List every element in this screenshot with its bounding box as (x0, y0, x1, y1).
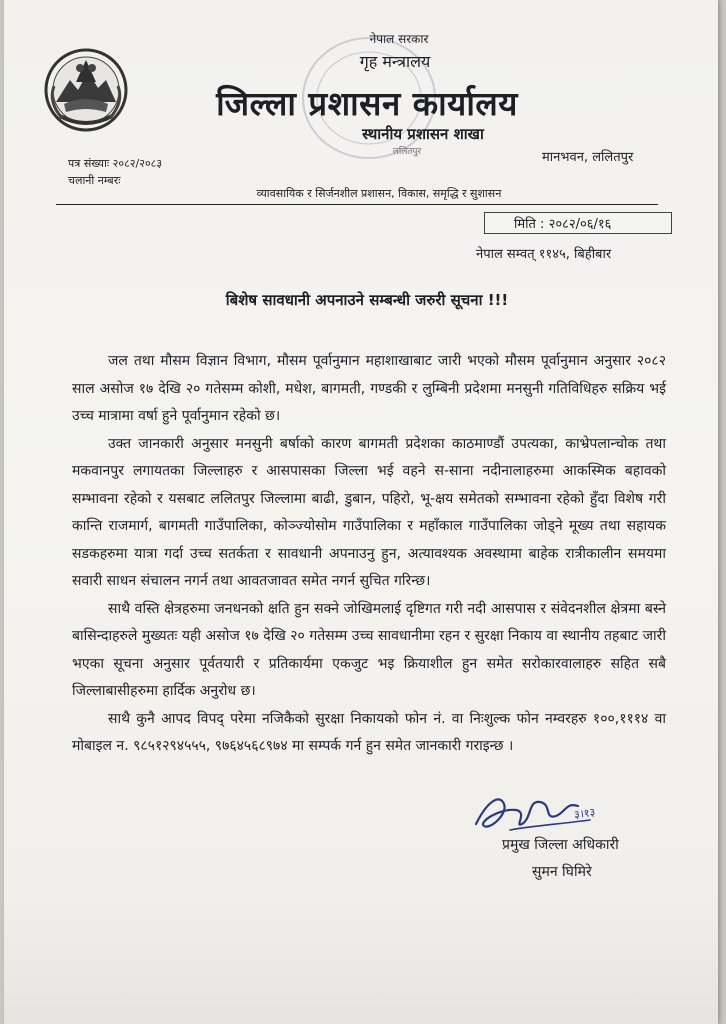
office-location: मानभवन, ललितपुर (542, 150, 634, 165)
office-motto: व्यावसायिक र सिर्जनशील प्रशासन, विकास, समृद्धि र सुशासन (256, 187, 502, 200)
signatory-designation: प्रमुख जिल्ला अधिकारी (502, 837, 619, 853)
header-divider (56, 204, 658, 205)
issue-date: मिति : २०८२/०६/१६ (514, 217, 612, 232)
nepal-samvat-date: नेपाल सम्वत् ११४५, बिहीबार (476, 247, 612, 262)
notice-title: बिशेष सावधानी अपनाउने सम्बन्धी जरुरी सूचना !!! (225, 291, 509, 309)
notice-body (72, 348, 666, 761)
reference-block (68, 155, 162, 189)
paragraph-emergency-contacts: साथै कुनै आपद विपद् परेमा नजिकैको सुरक्षा निकायको फोन नं. वा निःशुल्क फोन नम्वरहरु १००,१११४ वा मोबाइल न. ९८५१२९४५५५, ९७६४५६८९७४ मा सम्पर्क गर्न हुन समेत जानकारी गराइन्छ । (72, 710, 666, 754)
letter-page (4, 0, 718, 1024)
paper-shadow (4, 904, 718, 1024)
letter-number: पत्र संख्याः २०८२/२०८३ (68, 157, 163, 170)
signatory-name: सुमन घिमिरे (532, 864, 592, 880)
signature-date: ३।१३ (573, 805, 597, 822)
stamp-city: ललितपुर (392, 147, 422, 157)
branch-name: स्थानीय प्रशासन शाखा (362, 125, 484, 143)
office-title: जिल्ला प्रशासन कार्यालय (216, 84, 518, 123)
ministry-name: गृह मन्त्रालय (359, 52, 431, 71)
paragraph-travel-advisory: उक्त जानकारी अनुसार मनसुनी बर्षाको कारण बागमती प्रदेशका काठमाण्डौं उपत्यका, काभ्रेपलान्चोक तथा मकवानपुर लगायतका जिल्लाहरु र आसपासका जिल्ला भई वहने स-साना नदीनालाहरुमा आकस्मिक बहावको सम्भावना रहेको र यसबाट ललितपुर जिल्लामा बाढी, डुबान, पहिरो, भू-क्षय समेतको सम्भावना रहेको हुँदा विशेष गरी कान्ति राजमार्ग, बागमती गाउँपालिका, कोञ्ज्योसोम गाउँपालिका र महाँकाल गाउँपालिका जोड्ने मूख्य तथा सहायक सडकहरुमा यात्रा गर्दा उच्च सतर्कता र सावधानी अपनाउनु हुन, अत्यावश्यक अवस्थामा बाहेक रात्रीकालीन समयमा सवारी साधन संचालन नगर्न तथा आवतजावत समेत नगर्न सुचित गरिन्छ। (72, 435, 666, 589)
government-name: नेपाल सरकार (369, 32, 429, 46)
dispatch-number: चलानी नम्बरः (68, 174, 121, 187)
paragraph-forecast: जल तथा मौसम विज्ञान विभाग, मौसम पूर्वानुमान महाशाखाबाट जारी भएको मौसम पूर्वानुमान अनुसार २०८२ साल असोज १७ देखि २० गतेसम्म कोशी, मधेश, बागमती, गण्डकी र लुम्बिनी प्रदेशमा मनसुनी गतिविधिहरु सक्रिय भई उच्च मात्रामा वर्षा हुने पूर्वानुमान रहेको छ। (72, 353, 666, 424)
paragraph-residents-request: साथै वस्ति क्षेत्रहरुमा जनधनको क्षति हुन सक्ने जोखिमलाई दृष्टिगत गरी नदी आसपास र संवेदनशील क्षेत्रमा बस्ने बासिन्दाहरुले मुख्यतः यही असोज १७ देखि २० गतेसम्म उच्च सावधानीमा रहन र सुरक्षा निकाय वा स्थानीय तहबाट जारी भएका सूचना अनुसार पूर्वतयारी र प्रतिकार्यमा एकजुट भइ क्रियाशील हुन समेत सरोकारवालाहरु सहित सबै जिल्लाबासीहरुमा हार्दिक अनुरोध छ। (72, 600, 666, 699)
